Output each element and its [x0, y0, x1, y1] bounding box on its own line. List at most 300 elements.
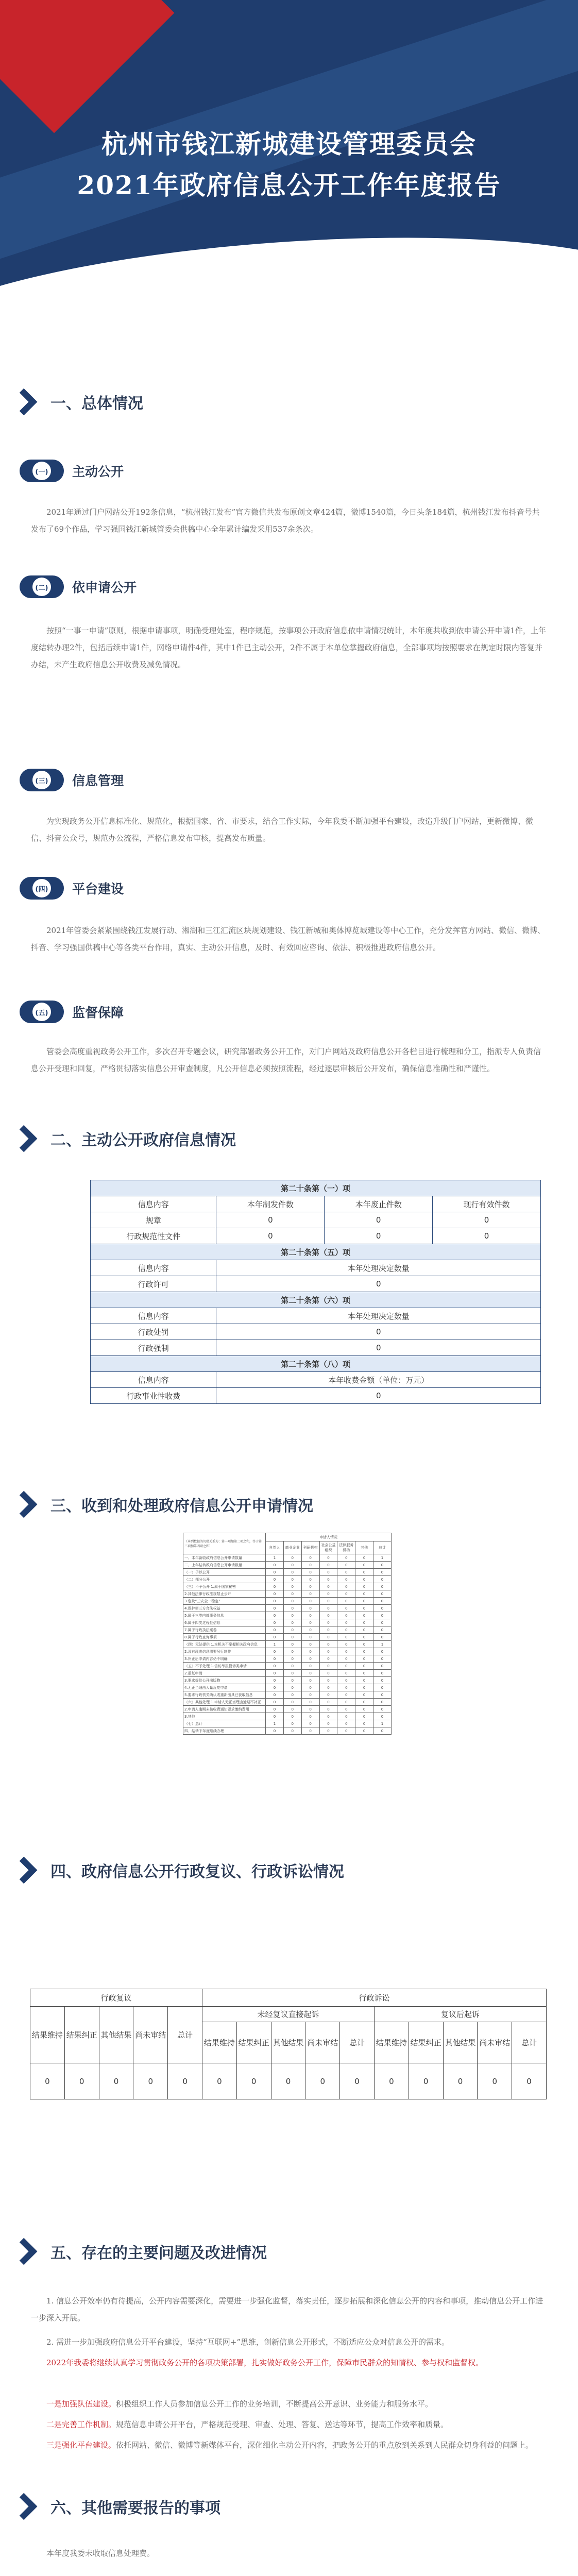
table-header-cell: 其他结果: [99, 2007, 133, 2063]
subsection-number-badge: (三): [20, 769, 64, 791]
table-cell: 0: [355, 1612, 373, 1619]
table-cell: 0: [319, 1634, 337, 1641]
table-cell: 0: [301, 1576, 319, 1583]
paragraph: 按照“一事一申请”原则，根据申请事项，明确受理处室，程序规范，按事项公开政府信息依申请情况统计，本年度共收到依申请公开申请1件，上年度结转办理2件，包括后续申请1件，网络申请件4件，其中1件已主动公开，2件不属于本单位掌握政府信息，全部事项均按照要求在规定时限内答复并办结，未产生政府信息公开收费及减免情况。: [31, 626, 546, 669]
row-label: 4.保护第三方合法权益: [183, 1605, 266, 1612]
paragraph: 二是完善工作机制。规范信息申请公开平台，严格规范受理、审查、处理、答复、送达等环节，提高工作效率和质量。: [46, 2420, 449, 2429]
table-row: [183, 1655, 392, 1663]
table-cell: 0: [355, 1605, 373, 1612]
table-cell: 0: [373, 1626, 392, 1634]
table-cell: 0: [301, 1569, 319, 1576]
table-cell: 0: [373, 1590, 392, 1598]
section-heading-issues: [14, 2236, 267, 2267]
table-header-cell: 尚未审结: [133, 2007, 168, 2063]
table-cell: 0: [319, 1713, 337, 1720]
section-title: 四、政府信息公开行政复议、行政诉讼情况: [50, 1863, 344, 1881]
table-cell: 0: [355, 1655, 373, 1663]
table-header-cell: 信息内容: [91, 1308, 216, 1324]
table-cell: 0: [337, 1583, 355, 1590]
table-cell: 0: [373, 1576, 392, 1583]
table-cell: 0: [373, 1583, 392, 1590]
paragraph: 管委会高度重视政务公开工作，多次召开专题会议，研究部署政务公开工作，对门户网站及政府信息公开各栏目进行梳理和分工，指派专人负责信息公开受理和回复，严格贯彻落实信息公开审查制度，凡公开信息必须按照流程，经过逐层审核后公开发布，确保信息准确性和严谨性。: [31, 1047, 541, 1073]
row-label: 7.属于行政执法案卷: [183, 1626, 266, 1634]
table-cell: 0: [373, 1677, 392, 1684]
table-cell: 0: [355, 1562, 373, 1569]
table-cell: 0: [319, 1598, 337, 1605]
table-cell: 0: [301, 1612, 319, 1619]
table-cell: 0: [337, 1612, 355, 1619]
table-cell: 0: [319, 1569, 337, 1576]
table-cell: 0: [319, 1612, 337, 1619]
table-cell: 0: [283, 1576, 301, 1583]
table-cell: 1: [373, 1641, 392, 1648]
table-header-cell: 总计: [512, 2022, 547, 2063]
table-cell: 0: [301, 1677, 319, 1684]
table-header-cell: 结果维持: [374, 2022, 409, 2063]
table-header-cell: 申请人情况: [266, 1533, 392, 1541]
table-cell: 0: [266, 1605, 284, 1612]
table-cell: 0: [283, 1663, 301, 1670]
table-cell: 0: [337, 1706, 355, 1713]
table-cell: 0: [283, 1691, 301, 1699]
table-cell: 0: [301, 1648, 319, 1655]
table-cell: 0: [319, 1706, 337, 1713]
table-row: 规章 0 0 0: [91, 1212, 541, 1228]
table-cell: 0: [266, 1562, 284, 1569]
row-label: 2.申请人逾期未按收费通知要求缴纳费用: [183, 1706, 266, 1713]
table-cell: 0: [301, 1590, 319, 1598]
table-header-cell: 尚未审结: [478, 2022, 512, 2063]
table-cell: 0: [283, 1554, 301, 1562]
table-cell: 0: [319, 1684, 337, 1691]
table-cell: 0: [355, 1648, 373, 1655]
table-cell: 0: [373, 1619, 392, 1626]
row-label: （一）予以公开: [183, 1569, 266, 1576]
row-label: （四）无法提供 1.本机关不掌握相关政府信息: [183, 1641, 266, 1648]
table-row: 行政事业性收费 0: [91, 1388, 541, 1404]
table-cell: 0: [337, 1619, 355, 1626]
table-cell: 0: [337, 1590, 355, 1598]
paragraph: 1. 信息公开效率仍有待提高，公开内容需要深化，需要进一步强化监督，落实责任，逐步拓展和深化信息公开的内容和事项，推动信息公开工作进一步深入开展。: [31, 2296, 543, 2323]
table-cell: 0: [373, 1648, 392, 1655]
table-cell: 0: [283, 1706, 301, 1713]
table-cell: 0: [301, 1684, 319, 1691]
table-cell: 1: [266, 1641, 284, 1648]
paragraph: 2021年通过门户网站公开192条信息，“杭州钱江发布”官方微信共发布原创文章424篇，微博1540篇，今日头条184篇，杭州钱江发布抖音号共发布了69个作品，学习强国钱江新城管委会供稿中心全年累计编发采用537余条次。: [31, 507, 540, 534]
table-cell: 0: [266, 1598, 284, 1605]
paragraph: 为实现政务公开信息标准化、规范化，根据国家、省、市要求，结合工作实际，今年我委不断加强平台建设，改造升级门户网站，更新微博、微信、抖音公众号，规范办公流程，严格信息发布审核，提高发布质量。: [31, 817, 534, 843]
table-header-cell: 本年收费金额（单位：万元）: [216, 1372, 541, 1388]
table-cell: 0: [301, 1691, 319, 1699]
table-cell: 0: [337, 1699, 355, 1706]
table-cell: 0: [355, 1634, 373, 1641]
table-cell: 0: [319, 1605, 337, 1612]
review-litigation-table: [30, 1989, 547, 2099]
table-cell: 0: [319, 1576, 337, 1583]
table-cell: 0: [373, 1655, 392, 1663]
table-cell: 0: [355, 1626, 373, 1634]
chevron-right-icon: [14, 2491, 45, 2522]
table-cell: 0: [373, 1663, 392, 1670]
table-cell: 0: [283, 1670, 301, 1677]
row-label: 4.无正当理由大量反复申请: [183, 1684, 266, 1691]
row-label: （三）不予公开 1.属于国家秘密: [183, 1583, 266, 1590]
subsection-number-badge: (二): [20, 575, 64, 598]
emphasis-lead: 一是加强队伍建设。: [46, 2399, 116, 2409]
table-row: [183, 1706, 392, 1713]
table-cell: 0: [301, 1706, 319, 1713]
table-row: [183, 1619, 392, 1626]
table-header-cell: 其他结果: [443, 2022, 478, 2063]
table-cell: 0: [266, 1670, 284, 1677]
table-cell: 0: [266, 1583, 284, 1590]
table-cell: 0: [266, 1590, 284, 1598]
section-title: 一、总体情况: [50, 395, 143, 413]
table-cell: 0: [373, 1569, 392, 1576]
table-cell: 0: [337, 1713, 355, 1720]
chevron-right-icon: [14, 2236, 45, 2267]
table-cell: 0: [373, 1670, 392, 1677]
table-cell: 0: [319, 1670, 337, 1677]
table-cell: 0: [319, 1562, 337, 1569]
table-cell: 0: [301, 1641, 319, 1648]
section-title: 六、其他需要报告的事项: [50, 2499, 220, 2517]
table-cell: 0: [266, 1663, 284, 1670]
table-cell: 0: [319, 1655, 337, 1663]
table-group-title: 第二十条第（一）项: [91, 1180, 541, 1196]
table-cell: 0: [337, 1562, 355, 1569]
table-group-title: 第二十条第（六）项: [91, 1292, 541, 1308]
table-cell: 0: [301, 1583, 319, 1590]
row-label: 3.要求提供公开出版物: [183, 1677, 266, 1684]
table-cell: 0: [355, 1713, 373, 1720]
table-row: [183, 1569, 392, 1576]
table-cell: 0: [301, 1598, 319, 1605]
row-label: 2.没有现成信息需要另行制作: [183, 1648, 266, 1655]
row-label: 2.重复申请: [183, 1670, 266, 1677]
table-row: [183, 1554, 392, 1562]
table-cell: 0: [319, 1699, 337, 1706]
table-cell: 0: [373, 1684, 392, 1691]
table-cell: 0: [266, 1713, 284, 1720]
section-heading-requests: [14, 1489, 313, 1520]
table-row: [183, 1626, 392, 1634]
section-title: 五、存在的主要问题及改进情况: [50, 2244, 267, 2262]
row-label: 2.其他法律行政法规禁止公开: [183, 1590, 266, 1598]
table-cell: 1: [373, 1720, 392, 1727]
table-cell: 0: [283, 1612, 301, 1619]
requests-table-container: [183, 1533, 392, 1839]
row-label: 3.危及“三安全一稳定”: [183, 1598, 266, 1605]
table-cell: 0: [337, 1641, 355, 1648]
section-heading-proactive: [14, 1123, 236, 1154]
table-cell: 0: [301, 1619, 319, 1626]
table-row: [183, 1583, 392, 1590]
table-row: [183, 1691, 392, 1699]
table-cell: 0: [283, 1655, 301, 1663]
table-cell: 0: [319, 1727, 337, 1735]
table-cell: 0: [266, 1699, 284, 1706]
row-label: 5.要求行政机关确认或重新出具已获取信息: [183, 1691, 266, 1699]
table-cell: 0: [337, 1727, 355, 1735]
table-cell: 0: [355, 1641, 373, 1648]
table-row: [183, 1612, 392, 1619]
table-group-title: 第二十条第（五）项: [91, 1244, 541, 1260]
table-cell: 0: [319, 1626, 337, 1634]
subsection-title: 信息管理: [72, 773, 124, 788]
table-header-cell: 结果维持: [30, 2007, 65, 2063]
table-cell: 0: [266, 1684, 284, 1691]
table-cell: 0: [266, 1706, 284, 1713]
table-header-cell: 总计: [340, 2022, 375, 2063]
section-title: 三、收到和处理政府信息公开申请情况: [50, 1497, 313, 1515]
table-header-cell: 自然人: [266, 1541, 284, 1554]
table-header-cell: 总计: [373, 1541, 392, 1554]
subsection-heading: [20, 572, 137, 602]
table-cell: 0: [319, 1677, 337, 1684]
table-header-cell: 总计: [168, 2007, 202, 2063]
table-header-cell: 未经复议直接起诉: [202, 2007, 374, 2022]
chevron-right-icon: [14, 1489, 45, 1520]
table-row: 0 0 0 0 0 0 0 0 0 0 0 0 0 0 0: [30, 2063, 547, 2099]
subsection-title: 平台建设: [72, 882, 124, 896]
subsection-title: 依申请公开: [72, 580, 137, 595]
subsection-number-badge: (五): [20, 1001, 64, 1023]
table-cell: 0: [266, 1619, 284, 1626]
table-header-cell: 信息内容: [91, 1372, 216, 1388]
table-cell: 0: [319, 1691, 337, 1699]
table-cell: 0: [373, 1612, 392, 1619]
emphasis-lead: 二是完善工作机制。: [46, 2420, 116, 2429]
row-label: 5.属于三类内部事务信息: [183, 1612, 266, 1619]
table-cell: 0: [301, 1670, 319, 1677]
table-cell: 0: [337, 1677, 355, 1684]
table-header-cell: 行政诉讼: [202, 1989, 546, 2007]
table-cell: 0: [283, 1684, 301, 1691]
table-cell: 0: [301, 1605, 319, 1612]
table-cell: 0: [283, 1590, 301, 1598]
table-cell: 0: [319, 1648, 337, 1655]
report-header: [0, 0, 578, 301]
table-header-cell: 结果纠正: [64, 2007, 99, 2063]
table-cell: 0: [283, 1677, 301, 1684]
table-group-title: 第二十条第（八）项: [91, 1356, 541, 1372]
table-cell: 0: [283, 1619, 301, 1626]
table-header-cell: 尚未审结: [305, 2022, 340, 2063]
subsection-number-badge: (一): [20, 460, 64, 482]
table-cell: 0: [283, 1562, 301, 1569]
table-cell: 0: [355, 1706, 373, 1713]
table-cell: 0: [283, 1641, 301, 1648]
table-cell: 0: [283, 1727, 301, 1735]
table-cell: 0: [355, 1727, 373, 1735]
table-cell: 0: [266, 1691, 284, 1699]
table-cell: 0: [337, 1684, 355, 1691]
table-cell: 0: [337, 1576, 355, 1583]
table-cell: 0: [373, 1605, 392, 1612]
report-title-line2: 2021年政府信息公开工作年度报告: [77, 170, 501, 200]
row-label: 6.属于四类过程性信息: [183, 1619, 266, 1626]
table-header-cell: 复议后起诉: [374, 2007, 546, 2022]
table-cell: 0: [337, 1554, 355, 1562]
table-cell: 0: [337, 1605, 355, 1612]
table-cell: 0: [301, 1727, 319, 1735]
table-cell: 0: [301, 1655, 319, 1663]
table-cell: 0: [337, 1691, 355, 1699]
table-cell: 0: [283, 1626, 301, 1634]
subsection-title: 主动公开: [72, 464, 124, 479]
table-cell: 0: [337, 1663, 355, 1670]
table-header-cell: 其他: [355, 1541, 373, 1554]
row-label: 四、结转下年度继续办理: [183, 1727, 266, 1735]
table-cell: 0: [373, 1634, 392, 1641]
row-label: （二）部分公开: [183, 1576, 266, 1583]
table-header-cell: 本年处理决定数量: [216, 1308, 541, 1324]
table-header-cell: 现行有效件数: [433, 1196, 541, 1212]
subsection-heading: [20, 765, 124, 795]
table-cell: 0: [301, 1626, 319, 1634]
table-cell: 0: [319, 1641, 337, 1648]
table-header-cell: 其他结果: [271, 2022, 305, 2063]
table-cell: 0: [283, 1583, 301, 1590]
table-cell: 0: [266, 1634, 284, 1641]
row-label: （七）总计: [183, 1720, 266, 1727]
table-cell: 0: [266, 1626, 284, 1634]
row-label: 8.属于行政查询事项: [183, 1634, 266, 1641]
table-header-cell: 结果纠正: [236, 2022, 271, 2063]
table-row: [183, 1720, 392, 1727]
table-row: 行政强制 0: [91, 1340, 541, 1356]
report-title-line1: 杭州市钱江新城建设管理委员会: [101, 129, 477, 159]
paragraph: 2. 需进一步加强政府信息公开平台建设，坚持“互联网+”思维，创新信息公开形式，不断适应公众对信息公开的需求。: [46, 2337, 449, 2347]
subsection-number-badge: (四): [20, 877, 64, 900]
table-cell: 0: [355, 1677, 373, 1684]
table-header-cell: 行政复议: [30, 1989, 202, 2007]
table-row: [183, 1590, 392, 1598]
table-header-cell: 信息内容: [91, 1196, 216, 1212]
row-label: 3.其他: [183, 1713, 266, 1720]
table-cell: 0: [266, 1727, 284, 1735]
table-cell: 0: [283, 1720, 301, 1727]
table-cell: 0: [266, 1677, 284, 1684]
paragraph: 本年度我委未收取信息处理费。: [46, 2549, 155, 2558]
table-cell: 0: [283, 1598, 301, 1605]
chevron-right-icon: [14, 1855, 45, 1886]
table-header-cell: 信息内容: [91, 1260, 216, 1276]
table-cell: 0: [355, 1583, 373, 1590]
table-cell: 0: [319, 1590, 337, 1598]
table-cell: 0: [355, 1619, 373, 1626]
table-cell: 0: [301, 1554, 319, 1562]
subsection-heading: [20, 997, 124, 1027]
table-header-cell: （本列数据的勾稽关系为：第一项加第二项之和，等于第三项加第四项之和）: [183, 1533, 266, 1554]
row-label: （五）不予处理 1.信访举报投诉类申请: [183, 1663, 266, 1670]
table-header-cell: 结果维持: [202, 2022, 236, 2063]
table-cell: 0: [283, 1634, 301, 1641]
table-cell: 0: [301, 1663, 319, 1670]
table-cell: 0: [337, 1655, 355, 1663]
table-cell: 0: [373, 1691, 392, 1699]
table-cell: 0: [355, 1663, 373, 1670]
chevron-right-icon: [14, 1123, 45, 1154]
table-row: [183, 1641, 392, 1648]
table-cell: 0: [337, 1648, 355, 1655]
table-cell: 1: [266, 1554, 284, 1562]
table-cell: 0: [266, 1576, 284, 1583]
table-cell: 0: [283, 1605, 301, 1612]
table-cell: 0: [355, 1598, 373, 1605]
table-header-cell: 结果纠正: [409, 2022, 443, 2063]
table-cell: 0: [266, 1648, 284, 1655]
emphasis-lead: 三是强化平台建设。: [46, 2441, 116, 2450]
table-cell: 0: [301, 1562, 319, 1569]
table-cell: 0: [373, 1727, 392, 1735]
table-cell: 0: [301, 1720, 319, 1727]
paragraph: 一是加强队伍建设。积极组织工作人员参加信息公开工作的业务培训，不断提高公开意识、业务能力和服务水平。: [46, 2399, 433, 2409]
section-title: 二、主动公开政府信息情况: [50, 1131, 236, 1149]
table-row: 行政许可 0: [91, 1276, 541, 1292]
table-row: [183, 1670, 392, 1677]
table-row: [183, 1663, 392, 1670]
subsection-heading: [20, 873, 124, 903]
table-cell: 0: [373, 1598, 392, 1605]
table-header-cell: 商业企业: [283, 1541, 301, 1554]
table-cell: 0: [301, 1634, 319, 1641]
table-row: [183, 1576, 392, 1583]
table-cell: 0: [337, 1569, 355, 1576]
table-cell: 0: [355, 1590, 373, 1598]
table-cell: 0: [319, 1619, 337, 1626]
subsection-title: 监督保障: [72, 1005, 124, 1020]
table-cell: 0: [355, 1684, 373, 1691]
table-cell: 0: [337, 1670, 355, 1677]
row-label: 一、本年新收政府信息公开申请数量: [183, 1554, 266, 1562]
table-cell: 0: [355, 1670, 373, 1677]
table-row: 行政处罚 0: [91, 1324, 541, 1340]
table-row: [183, 1562, 392, 1569]
highlight-paragraph: 2022年我委将继续认真学习贯彻政务公开的各项决策部署，扎实做好政务公开工作，保障市民群众的知情权、参与权和监督权。: [46, 2358, 484, 2367]
table-row: [183, 1699, 392, 1706]
table-cell: 0: [266, 1655, 284, 1663]
table-header-cell: 科研机构: [301, 1541, 319, 1554]
row-label: 二、上年结转政府信息公开申请数量: [183, 1562, 266, 1569]
table-cell: 0: [373, 1699, 392, 1706]
requests-table: [183, 1533, 392, 1735]
table-row: [183, 1713, 392, 1720]
table-cell: 0: [283, 1648, 301, 1655]
table-row: [183, 1598, 392, 1605]
table-cell: 1: [373, 1554, 392, 1562]
table-cell: 0: [373, 1713, 392, 1720]
table-cell: 0: [337, 1598, 355, 1605]
table-row: [183, 1648, 392, 1655]
table-cell: 0: [373, 1706, 392, 1713]
row-label: （六）其他处理 1.申请人无正当理由逾期不补正: [183, 1699, 266, 1706]
table-row: [183, 1684, 392, 1691]
table-cell: 0: [319, 1554, 337, 1562]
table-row: 行政规范性文件 0 0 0: [91, 1228, 541, 1244]
table-cell: 0: [283, 1713, 301, 1720]
header-red-corner: [0, 0, 174, 133]
section-heading-other: [14, 2491, 220, 2522]
row-label: 3.补正后申请内容仍不明确: [183, 1655, 266, 1663]
table-row: [183, 1634, 392, 1641]
table-row: [183, 1727, 392, 1735]
paragraph: 三是强化平台建设。依托网站、微信、微博等新媒体平台，深化细化主动公开内容，把政务公开的重点放到关系到人民群众切身利益的问题上。: [46, 2441, 534, 2450]
table-cell: 0: [337, 1634, 355, 1641]
table-cell: 0: [355, 1554, 373, 1562]
table-cell: 0: [373, 1562, 392, 1569]
